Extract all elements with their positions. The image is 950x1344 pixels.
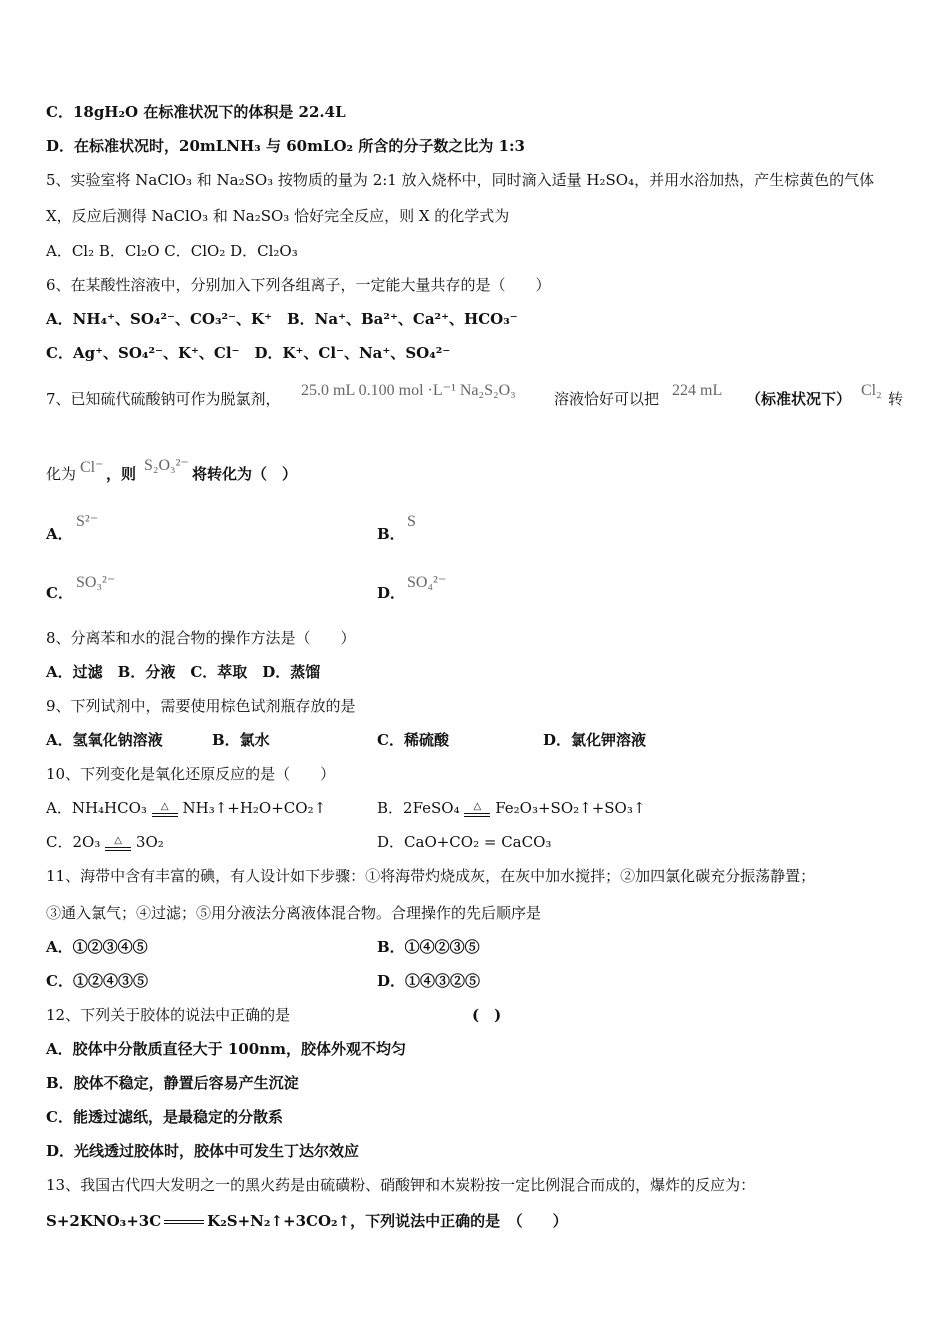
q11-stem-line1: 11、海带中含有丰富的碘，有人设计如下步骤：①将海带灼烧成灰，在灰中加水搅拌；②加四氯化碳充分振荡静置；	[46, 867, 816, 885]
q12-paren: ( )	[472, 1006, 502, 1024]
q7-text-f: ，则	[106, 465, 137, 483]
q10-option-c	[46, 832, 164, 852]
q7-option-c	[46, 574, 116, 603]
q10-a-reactant: A．NH₄HCO₃	[46, 799, 147, 817]
heat-condition-icon	[464, 802, 490, 817]
q10-option-d: D．CaO+CO₂ = CaCO₃	[377, 833, 552, 851]
q7-formula-volume: 224 mL	[672, 382, 723, 399]
q12-option-c: C．能透过滤纸，是最稳定的分散系	[46, 1108, 283, 1126]
q7-formula-cl-ion: Cl⁻	[80, 459, 104, 476]
q6-options-ab: A．NH₄⁺、SO₄²⁻、CO₃²⁻、K⁺ B．Na⁺、Ba²⁺、Ca²⁺、HCO₃⁻	[46, 310, 518, 328]
q7-option-c-formula: SO₃²⁻	[76, 574, 116, 591]
heat-condition-icon	[152, 802, 178, 817]
q9-option-c: C．稀硫酸	[377, 731, 449, 749]
q7-text-a: 7、已知硫代硫酸钠可作为脱氯剂，	[46, 390, 281, 408]
q4-option-d: D．在标准状况时，20mLNH₃ 与 60mLO₂ 所含的分子数之比为 1:3	[46, 137, 525, 155]
q13-products: K₂S+N₂↑+3CO₂↑，下列说法中正确的是 （ ）	[207, 1212, 568, 1230]
q7-option-d-formula: SO₄²⁻	[407, 574, 447, 591]
q5-stem-line1: 5、实验室将 NaClO₃ 和 Na₂SO₃ 按物质的量为 2:1 放入烧杯中，同时滴入适量 H₂SO₄，并用水浴加热，产生棕黄色的气体	[46, 171, 875, 189]
q7-option-a-formula: S²⁻	[76, 513, 99, 530]
heat-symbol: △	[160, 800, 169, 812]
q6-options-cd: C．Ag⁺、SO₄²⁻、K⁺、Cl⁻ D．K⁺、Cl⁻、Na⁺、SO₄²⁻	[46, 344, 451, 362]
q5-stem-line2: X，反应后测得 NaClO₃ 和 Na₂SO₃ 恰好完全反应，则 X 的化学式为	[46, 207, 510, 225]
q12-option-a: A．胶体中分散质直径大于 100nm，胶体外观不均匀	[46, 1040, 406, 1058]
q7-text-b: 溶液恰好可以把	[554, 390, 660, 408]
q11-option-d: D．①④③②⑤	[377, 972, 481, 990]
q7-stem-line2	[46, 457, 298, 484]
q10-option-a	[46, 798, 326, 818]
q11-stem-line2: ③通入氯气；④过滤；⑤用分液法分离液体混合物。合理操作的先后顺序是	[46, 904, 542, 922]
q7-option-a-label: A．	[46, 525, 73, 543]
heat-symbol: △	[473, 800, 482, 812]
q10-option-b	[377, 798, 645, 818]
q7-text-c: （标准状况下）	[746, 390, 852, 408]
q13-reactants: S+2KNO₃+3C	[46, 1212, 162, 1230]
q10-c-reactant: C．2O₃	[46, 833, 101, 851]
q13-equation	[46, 1211, 568, 1231]
q10-c-product: 3O₂	[135, 833, 164, 851]
q6-stem: 6、在某酸性溶液中，分别加入下列各组离子，一定能大量共存的是（ ）	[46, 276, 551, 294]
heat-symbol: △	[114, 834, 122, 846]
q8-stem: 8、分离苯和水的混合物的操作方法是（ ）	[46, 629, 356, 647]
q7-option-d-label: D．	[377, 584, 406, 602]
q12-option-b: B．胶体不稳定，静置后容易产生沉淀	[46, 1074, 299, 1092]
q7-stem-line1	[46, 382, 904, 409]
q7-option-c-label: C．	[46, 584, 73, 602]
q7-formula-thiosulfate: S₂O₃²⁻	[144, 457, 189, 474]
q12-option-d: D．光线透过胶体时，胶体中可发生丁达尔效应	[46, 1142, 360, 1160]
q7-text-g: 将转化为（ ）	[192, 465, 298, 483]
q7-formula-solution: 25.0 mL 0.100 mol ·L⁻¹ Na₂S₂O₃	[301, 382, 516, 399]
q7-option-b	[377, 513, 416, 544]
q7-option-b-label: B．	[377, 525, 405, 543]
q7-text-d: 转	[888, 390, 904, 408]
heat-condition-icon	[105, 836, 131, 851]
q9-option-d: D．氯化钾溶液	[543, 731, 647, 749]
q7-option-b-formula: S	[407, 513, 416, 530]
q7-formula-cl2: Cl₂	[861, 382, 882, 399]
q10-b-reactant: B．2FeSO₄	[377, 799, 460, 817]
q11-option-a: A．①②③④⑤	[46, 938, 148, 956]
reaction-equals-sign	[164, 1220, 204, 1224]
q7-option-d	[377, 574, 447, 603]
q9-option-b: B．氯水	[212, 731, 270, 749]
q11-option-c: C．①②④③⑤	[46, 972, 148, 990]
q11-option-b: B．①④②③⑤	[377, 938, 480, 956]
q10-a-product: NH₃↑+H₂O+CO₂↑	[182, 799, 327, 817]
q7-option-a	[46, 513, 99, 544]
q10-stem: 10、下列变化是氧化还原反应的是（ ）	[46, 765, 336, 783]
q9-option-a: A．氢氧化钠溶液	[46, 731, 163, 749]
q4-option-c: C．18gH₂O 在标准状况下的体积是 22.4L	[46, 103, 346, 121]
q5-options: A．Cl₂ B．Cl₂O C．ClO₂ D．Cl₂O₃	[46, 242, 298, 260]
q12-stem: 12、下列关于胶体的说法中正确的是	[46, 1006, 291, 1024]
q7-text-e: 化为	[46, 465, 77, 483]
q9-stem: 9、下列试剂中，需要使用棕色试剂瓶存放的是	[46, 697, 356, 715]
q13-stem: 13、我国古代四大发明之一的黑火药是由硫磺粉、硝酸钾和木炭粉按一定比例混合而成的，爆炸的反应为：	[46, 1176, 756, 1194]
q10-b-product: Fe₂O₃+SO₂↑+SO₃↑	[495, 799, 646, 817]
q8-options: A．过滤 B．分液 C．萃取 D．蒸馏	[46, 663, 321, 681]
